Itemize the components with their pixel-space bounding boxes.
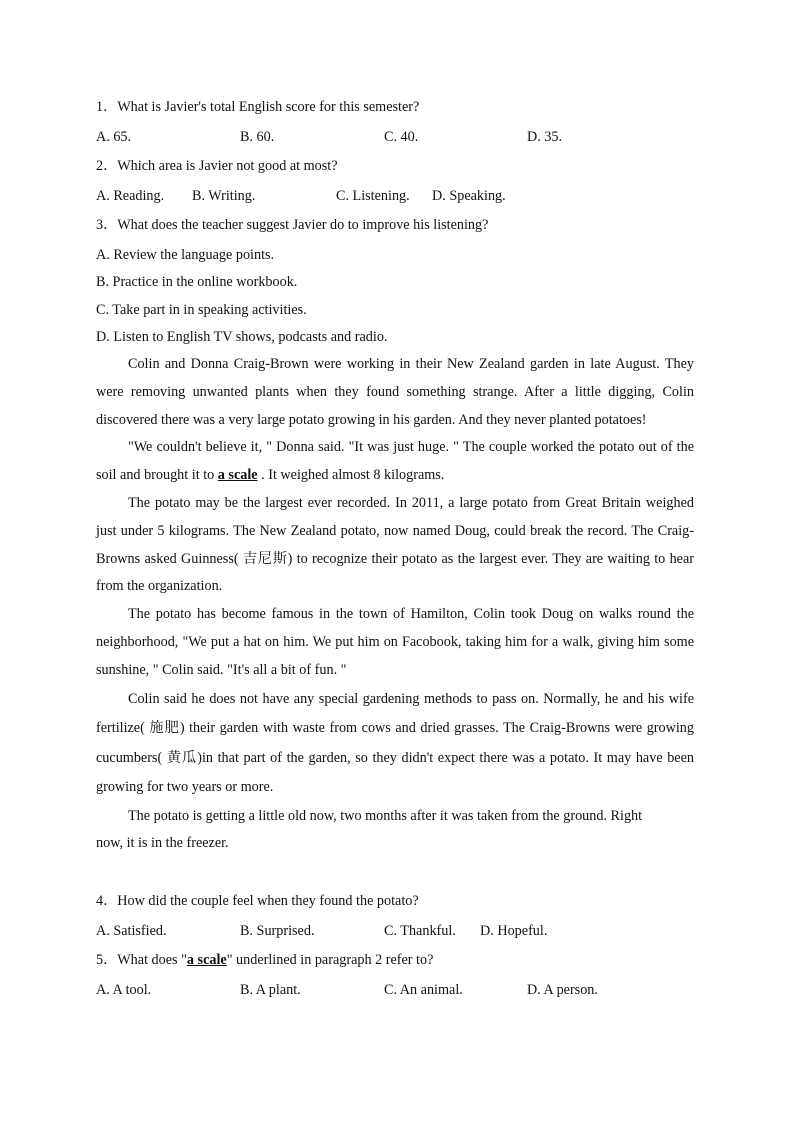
q5-stem-start: 5．What does "	[96, 952, 187, 968]
q5-underlined-phrase: a scale	[186, 952, 227, 968]
passage-paragraph-2-text: "We couldn't believe it, " Donna said. "It was just huge. " The couple worked the potato out of the soil and brought it to	[96, 439, 694, 484]
passage-paragraph-4: The potato has become famous in the town of Hamilton, Colin took Doug on walks round the neighborhood, "We put a hat on him. We put him on Facobook, taking him for a walk, giving him some sunshine, " Colin said. "It's all a bit of fun. "	[96, 606, 694, 678]
question-4-stem: 4．How did the couple feel when they found the potato?	[96, 893, 419, 909]
q4-option-b: B. Surprised.	[240, 923, 315, 939]
reading-passage	[96, 351, 694, 858]
question-3-stem: 3．What does the teacher suggest Javier do to improve his listening?	[96, 217, 489, 233]
q1-option-b: B. 60.	[240, 129, 275, 145]
q1-option-c: C. 40.	[384, 129, 419, 145]
passage-paragraph-1: Colin and Donna Craig-Brown were working in their New Zealand garden in late August. They were removing unwanted plants when they found something strange. After a little digging, Colin discovered there was a very large potato growing in his garden. And they never planted potatoes!	[96, 356, 694, 428]
passage-paragraph-5: Colin said he does not have any special gardening methods to pass on. Normally, he and his wife fertilize( 施肥) their garden with waste from cows and dried grasses. The Craig-Browns were growing cucumbers( 黄瓜)in that part of the garden, so they didn't expect there was a potato. It may have been growing for two years or more.	[96, 690, 694, 796]
q1-option-d: D. 35.	[527, 129, 563, 145]
q3-option-d: D. Listen to English TV shows, podcasts and radio.	[96, 329, 388, 345]
question-5-stem	[96, 951, 433, 969]
q4-option-c: C. Thankful.	[384, 923, 456, 939]
q3-option-a: A. Review the language points.	[96, 247, 275, 263]
underlined-phrase: a scale	[217, 467, 258, 484]
q3-option-b: B. Practice in the online workbook.	[96, 274, 298, 290]
q4-option-d: D. Hopeful.	[480, 923, 548, 939]
q2-option-b: B. Writing.	[192, 188, 256, 204]
question-1-stem: 1．What is Javier's total English score for this semester?	[96, 99, 420, 115]
passage-paragraph-6: The potato is getting a little old now, two months after it was taken from the ground. Right now, it is in the freezer.	[96, 807, 643, 852]
q5-stem-end: " underlined in paragraph 2 refer to?	[226, 952, 434, 968]
question-2-stem: 2．Which area is Javier not good at most?	[96, 158, 338, 174]
q2-option-d: D. Speaking.	[432, 188, 506, 204]
q5-option-d: D. A person.	[527, 982, 598, 998]
q5-option-b: B. A plant.	[240, 982, 301, 998]
q3-option-c: C. Take part in in speaking activities.	[96, 302, 307, 318]
passage-paragraph-3: The potato may be the largest ever recorded. In 2011, a large potato from Great Britain weighed just under 5 kilograms. The New Zealand potato, now named Doug, could break the record. The Craig-Browns asked Guinness( 吉尼斯) to recognize their potato as the largest ever. They are waiting to hear from the organization.	[96, 494, 694, 595]
q4-option-a: A. Satisfied.	[96, 923, 167, 939]
q5-option-a: A. A tool.	[96, 982, 152, 998]
q2-option-a: A. Reading.	[96, 188, 165, 204]
q2-option-c: C. Listening.	[336, 188, 410, 204]
passage-paragraph-2-end: . It weighed almost 8 kilograms.	[257, 467, 445, 484]
q1-option-a: A. 65.	[96, 129, 132, 145]
passage-paragraph-2	[96, 434, 694, 490]
q5-option-c: C. An animal.	[384, 982, 463, 998]
